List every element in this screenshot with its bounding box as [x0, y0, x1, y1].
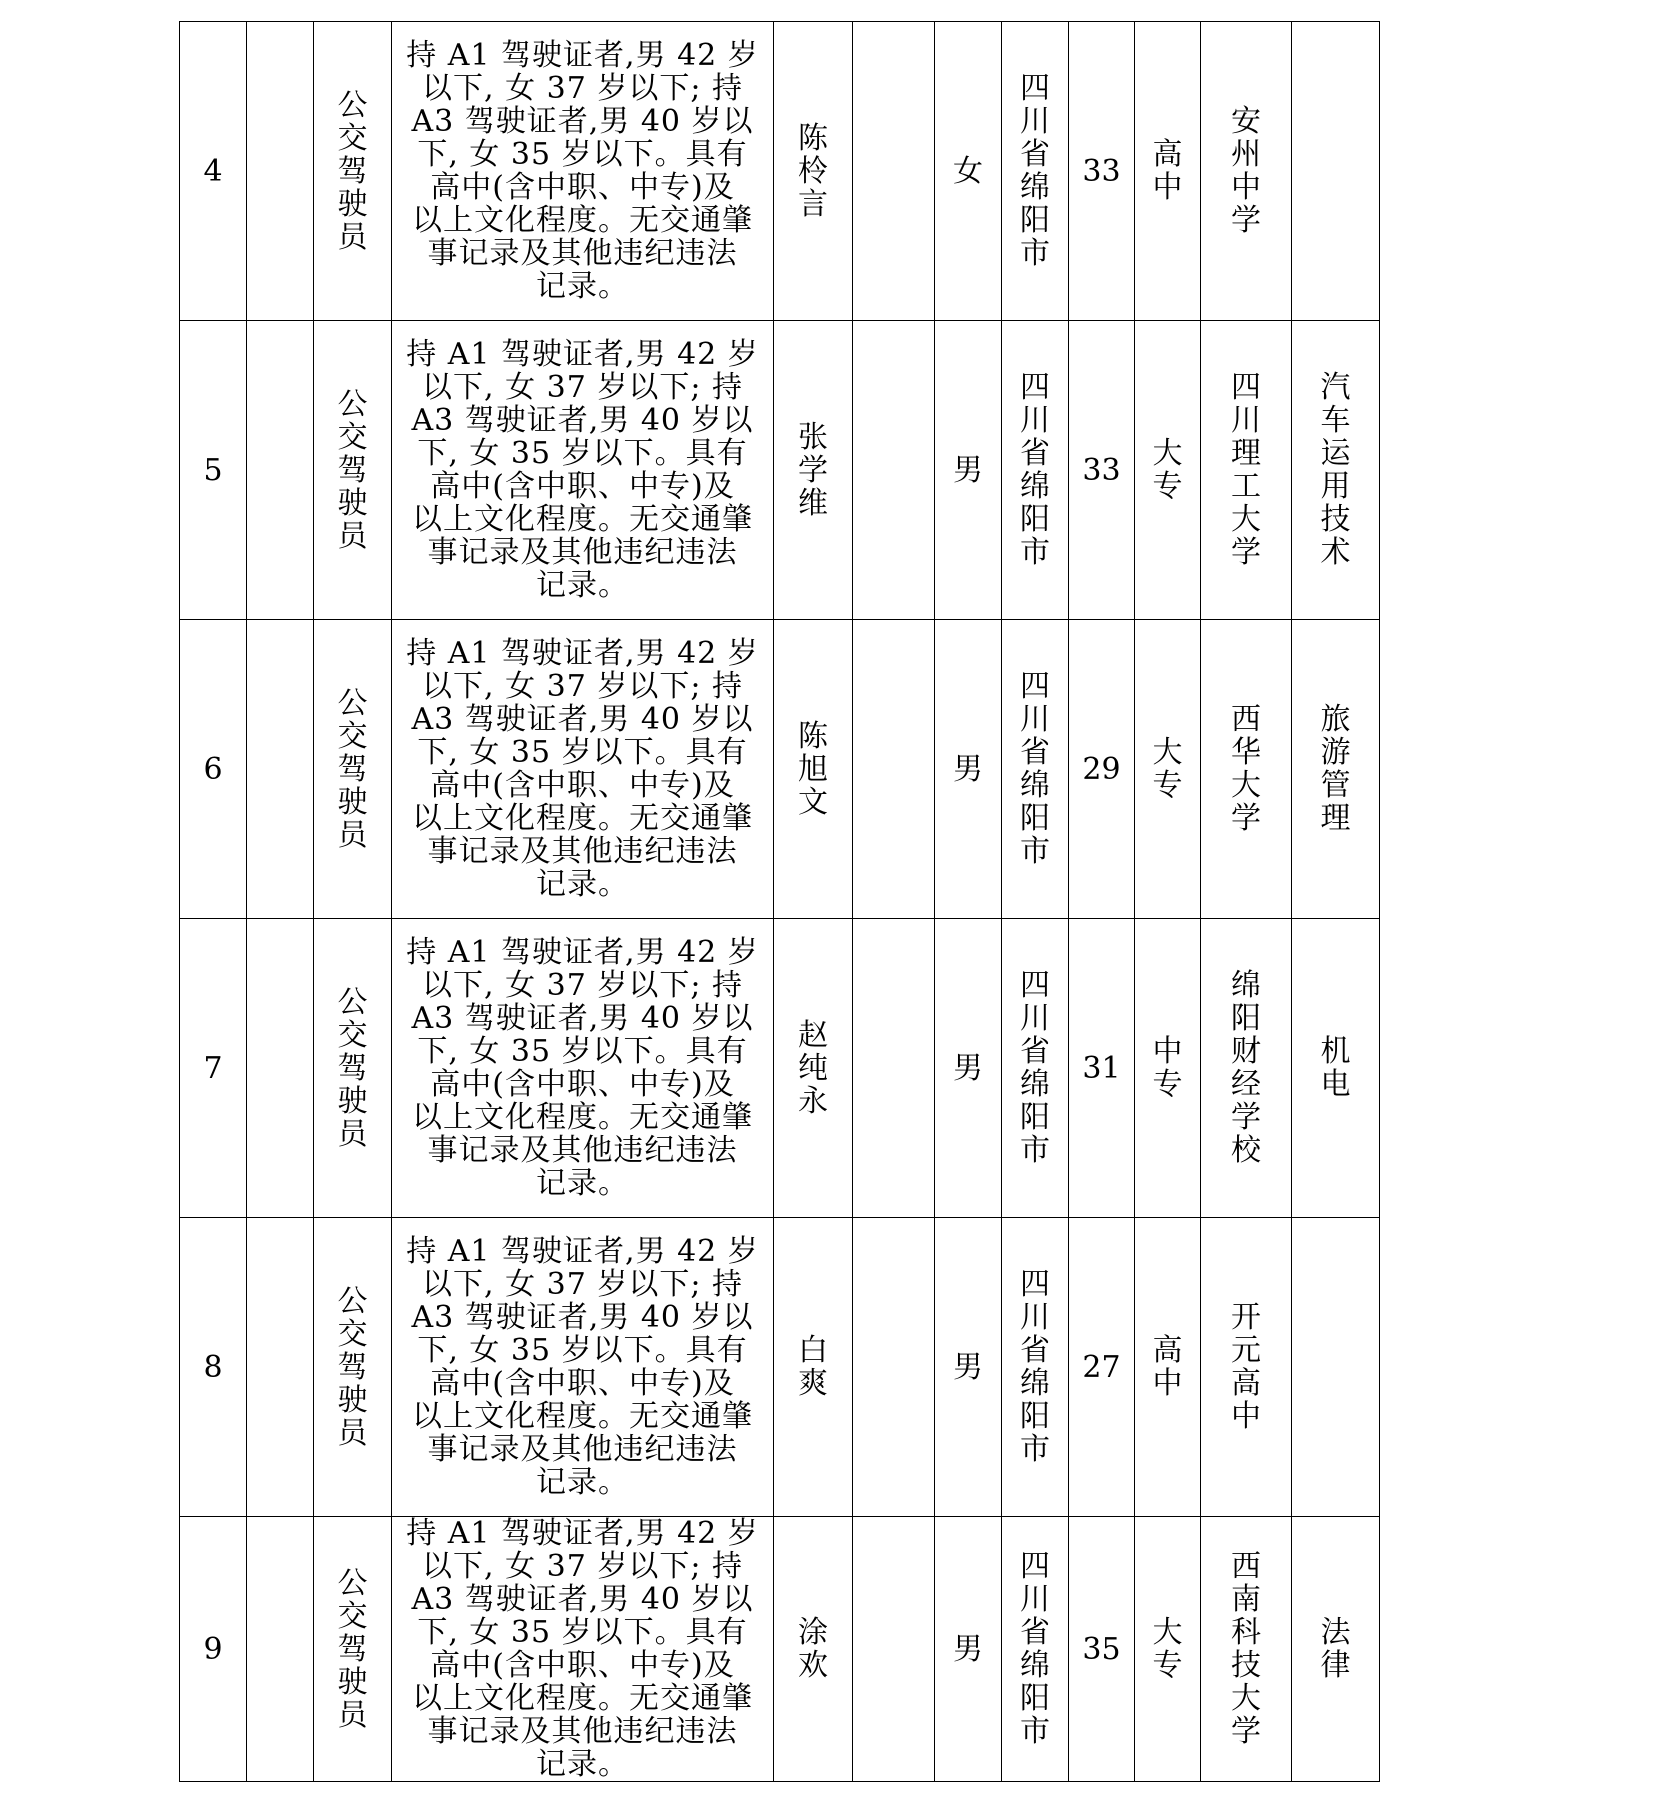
requirements-line: 以上文化程度。无交通肇: [412, 801, 753, 836]
school-cell: [1201, 22, 1292, 321]
education-cell: [1135, 919, 1201, 1218]
blank-cell: [853, 1218, 935, 1517]
requirements-line: 下, 女 35 岁以下。具有: [417, 735, 748, 770]
origin-cell-text: 四川省绵阳市: [1020, 1549, 1050, 1749]
blank-cell: [247, 22, 314, 321]
education-cell: [1135, 321, 1201, 620]
requirements-line: 事记录及其他违纪违法: [427, 1714, 738, 1749]
requirements-line: 持 A1 驾驶证者,男 42 岁: [406, 935, 759, 970]
age-cell: [1069, 321, 1135, 620]
table-row: [180, 321, 1380, 620]
major-cell-text: 法律: [1320, 1615, 1351, 1683]
requirements-line: 以上文化程度。无交通肇: [412, 502, 753, 537]
age-cell-text: 29: [1082, 751, 1121, 787]
requirements-cell: [392, 1517, 774, 1782]
major-cell-text: 汽车运用技术: [1320, 370, 1351, 570]
education-cell: [1135, 1218, 1201, 1517]
origin-cell-text: 四川省绵阳市: [1020, 1267, 1050, 1467]
requirements-line: 高中(含中职、中专)及: [430, 768, 735, 803]
requirements-line: 下, 女 35 岁以下。具有: [417, 1333, 748, 1368]
row-number-cell-text: 8: [203, 1349, 223, 1385]
name-cell: [774, 1218, 853, 1517]
major-cell: [1292, 321, 1380, 620]
blank-cell: [247, 620, 314, 919]
requirements-line: 高中(含中职、中专)及: [430, 469, 735, 504]
school-cell-text: 安州中学: [1231, 104, 1261, 238]
major-cell: [1292, 620, 1380, 919]
origin-cell: [1002, 620, 1069, 919]
age-cell: [1069, 1517, 1135, 1782]
blank-cell: [247, 1218, 314, 1517]
requirements-line: 事记录及其他违纪违法: [427, 1133, 738, 1168]
school-cell: [1201, 1517, 1292, 1782]
requirements-line: 持 A1 驾驶证者,男 42 岁: [406, 1516, 759, 1551]
position-cell: [314, 1517, 392, 1782]
requirements-line: 记录。: [536, 568, 629, 603]
position-cell: [314, 22, 392, 321]
requirements-line: 以下, 女 37 岁以下; 持: [422, 669, 743, 704]
gender-cell: [935, 1218, 1002, 1517]
requirements-cell: [392, 321, 774, 620]
education-cell-text: 大专: [1152, 436, 1183, 504]
row-number-cell-text: 9: [203, 1631, 223, 1667]
gender-cell-text: 女: [953, 153, 983, 189]
row-number-cell: [180, 1517, 247, 1782]
origin-cell: [1002, 321, 1069, 620]
position-cell-text: 公交驾驶员: [337, 1283, 368, 1451]
gender-cell-text: 男: [953, 1349, 983, 1385]
education-cell: [1135, 620, 1201, 919]
requirements-line: A3 驾驶证者,男 40 岁以: [411, 104, 754, 139]
name-cell-text: 张学维: [798, 419, 828, 521]
requirements-line: 以上文化程度。无交通肇: [412, 1681, 753, 1716]
education-cell-text: 中专: [1152, 1034, 1183, 1102]
major-cell-text: 旅游管理: [1320, 702, 1351, 836]
blank-cell: [853, 1517, 935, 1782]
requirements-line: 高中(含中职、中专)及: [430, 1366, 735, 1401]
requirements-line: A3 驾驶证者,男 40 岁以: [411, 702, 754, 737]
row-number-cell: [180, 321, 247, 620]
requirements-line: 记录。: [536, 867, 629, 902]
blank-cell: [247, 919, 314, 1218]
age-cell-text: 33: [1082, 452, 1121, 488]
row-number-cell-text: 7: [203, 1050, 223, 1086]
name-cell: [774, 22, 853, 321]
gender-cell: [935, 321, 1002, 620]
requirements-line: 下, 女 35 岁以下。具有: [417, 436, 748, 471]
requirements-line: 持 A1 驾驶证者,男 42 岁: [406, 337, 759, 372]
requirements-line: 以上文化程度。无交通肇: [412, 203, 753, 238]
age-cell: [1069, 620, 1135, 919]
school-cell: [1201, 620, 1292, 919]
age-cell: [1069, 1218, 1135, 1517]
major-cell: [1292, 1517, 1380, 1782]
requirements-line: 高中(含中职、中专)及: [430, 1648, 735, 1683]
requirements-line: 持 A1 驾驶证者,男 42 岁: [406, 38, 759, 73]
requirements-line: 事记录及其他违纪违法: [427, 535, 738, 570]
table-row: [180, 1517, 1380, 1782]
recruitment-table: [179, 21, 1380, 1782]
position-cell: [314, 1218, 392, 1517]
education-cell: [1135, 1517, 1201, 1782]
gender-cell-text: 男: [953, 751, 983, 787]
table-row: [180, 22, 1380, 321]
requirements-cell: [392, 22, 774, 321]
origin-cell: [1002, 1218, 1069, 1517]
position-cell: [314, 321, 392, 620]
position-cell-text: 公交驾驶员: [337, 386, 368, 554]
requirements-line: 记录。: [536, 269, 629, 304]
education-cell-text: 高中: [1152, 1333, 1183, 1401]
requirements-line: 以上文化程度。无交通肇: [412, 1399, 753, 1434]
major-cell: [1292, 22, 1380, 321]
education-cell-text: 高中: [1152, 137, 1183, 205]
education-cell-text: 大专: [1152, 1615, 1183, 1683]
age-cell: [1069, 919, 1135, 1218]
major-cell: [1292, 919, 1380, 1218]
name-cell-text: 白爽: [798, 1333, 828, 1401]
requirements-line: 以上文化程度。无交通肇: [412, 1100, 753, 1135]
position-cell: [314, 919, 392, 1218]
blank-cell: [853, 321, 935, 620]
row-number-cell: [180, 22, 247, 321]
major-cell: [1292, 1218, 1380, 1517]
blank-cell: [853, 620, 935, 919]
name-cell-text: 陈柃言: [798, 120, 828, 222]
requirements-line: 记录。: [536, 1747, 629, 1782]
origin-cell-text: 四川省绵阳市: [1020, 71, 1050, 271]
requirements-line: 以下, 女 37 岁以下; 持: [422, 968, 743, 1003]
requirements-line: 持 A1 驾驶证者,男 42 岁: [406, 1234, 759, 1269]
name-cell: [774, 1517, 853, 1782]
row-number-cell: [180, 919, 247, 1218]
requirements-line: 事记录及其他违纪违法: [427, 1432, 738, 1467]
major-cell-text: 机电: [1320, 1034, 1351, 1102]
position-cell-text: 公交驾驶员: [337, 984, 368, 1152]
position-cell-text: 公交驾驶员: [337, 87, 368, 255]
requirements-line: 下, 女 35 岁以下。具有: [417, 137, 748, 172]
table-row: [180, 620, 1380, 919]
origin-cell: [1002, 22, 1069, 321]
position-cell: [314, 620, 392, 919]
age-cell-text: 31: [1082, 1050, 1121, 1086]
blank-cell: [247, 1517, 314, 1782]
gender-cell: [935, 1517, 1002, 1782]
requirements-line: A3 驾驶证者,男 40 岁以: [411, 1582, 754, 1617]
name-cell: [774, 919, 853, 1218]
requirements-cell: [392, 919, 774, 1218]
education-cell: [1135, 22, 1201, 321]
row-number-cell: [180, 1218, 247, 1517]
origin-cell: [1002, 1517, 1069, 1782]
requirements-line: 以下, 女 37 岁以下; 持: [422, 1549, 743, 1584]
school-cell: [1201, 1218, 1292, 1517]
row-number-cell: [180, 620, 247, 919]
origin-cell-text: 四川省绵阳市: [1020, 968, 1050, 1168]
school-cell-text: 西华大学: [1231, 702, 1261, 836]
school-cell: [1201, 321, 1292, 620]
age-cell: [1069, 22, 1135, 321]
gender-cell-text: 男: [953, 452, 983, 488]
table-row: [180, 1218, 1380, 1517]
requirements-cell: [392, 620, 774, 919]
requirements-line: 以下, 女 37 岁以下; 持: [422, 1267, 743, 1302]
table-row: [180, 919, 1380, 1218]
requirements-line: 以下, 女 37 岁以下; 持: [422, 71, 743, 106]
requirements-line: A3 驾驶证者,男 40 岁以: [411, 1300, 754, 1335]
row-number-cell-text: 6: [203, 751, 223, 787]
age-cell-text: 35: [1082, 1631, 1121, 1667]
requirements-cell: [392, 1218, 774, 1517]
school-cell-text: 绵阳财经学校: [1231, 968, 1261, 1168]
position-cell-text: 公交驾驶员: [337, 1565, 368, 1733]
school-cell-text: 四川理工大学: [1231, 370, 1261, 570]
requirements-line: 事记录及其他违纪违法: [427, 834, 738, 869]
requirements-line: A3 驾驶证者,男 40 岁以: [411, 1001, 754, 1036]
requirements-line: 下, 女 35 岁以下。具有: [417, 1034, 748, 1069]
school-cell: [1201, 919, 1292, 1218]
school-cell-text: 西南科技大学: [1231, 1549, 1261, 1749]
age-cell-text: 33: [1082, 153, 1121, 189]
gender-cell-text: 男: [953, 1050, 983, 1086]
position-cell-text: 公交驾驶员: [337, 685, 368, 853]
name-cell-text: 赵纯永: [798, 1017, 828, 1119]
row-number-cell-text: 4: [203, 153, 223, 189]
blank-cell: [853, 22, 935, 321]
gender-cell: [935, 919, 1002, 1218]
requirements-line: 持 A1 驾驶证者,男 42 岁: [406, 636, 759, 671]
name-cell-text: 涂欢: [798, 1615, 828, 1683]
origin-cell-text: 四川省绵阳市: [1020, 669, 1050, 869]
gender-cell: [935, 22, 1002, 321]
requirements-line: 高中(含中职、中专)及: [430, 170, 735, 205]
requirements-line: 事记录及其他违纪违法: [427, 236, 738, 271]
education-cell-text: 大专: [1152, 735, 1183, 803]
blank-cell: [247, 321, 314, 620]
school-cell-text: 开元高中: [1231, 1300, 1261, 1434]
origin-cell-text: 四川省绵阳市: [1020, 370, 1050, 570]
blank-cell: [853, 919, 935, 1218]
gender-cell: [935, 620, 1002, 919]
requirements-line: 以下, 女 37 岁以下; 持: [422, 370, 743, 405]
origin-cell: [1002, 919, 1069, 1218]
name-cell: [774, 321, 853, 620]
name-cell: [774, 620, 853, 919]
requirements-line: 记录。: [536, 1166, 629, 1201]
name-cell-text: 陈旭文: [798, 718, 828, 820]
row-number-cell-text: 5: [203, 452, 223, 488]
requirements-line: 记录。: [536, 1465, 629, 1500]
requirements-line: 高中(含中职、中专)及: [430, 1067, 735, 1102]
gender-cell-text: 男: [953, 1631, 983, 1667]
requirements-line: 下, 女 35 岁以下。具有: [417, 1615, 748, 1650]
requirements-line: A3 驾驶证者,男 40 岁以: [411, 403, 754, 438]
age-cell-text: 27: [1082, 1349, 1121, 1385]
